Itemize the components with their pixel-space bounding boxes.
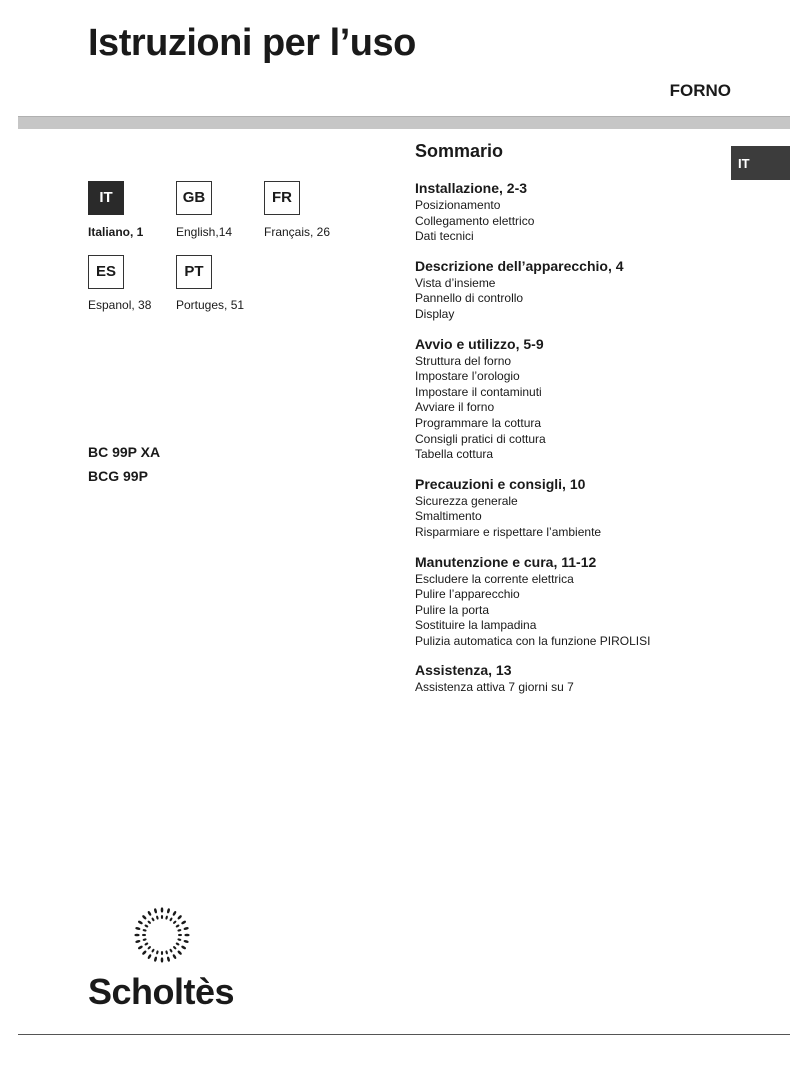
language-box-es[interactable]: ES	[88, 255, 124, 289]
sun-ray-dot	[172, 954, 177, 960]
sun-ray-dot	[165, 915, 168, 919]
toc-item[interactable]: Pulire la porta	[415, 602, 490, 617]
table-of-contents	[415, 140, 735, 708]
language-side-tab: IT	[731, 146, 790, 180]
sun-ray-dot	[177, 915, 183, 921]
sun-ray-dot	[144, 942, 149, 946]
sun-ray-dot	[167, 908, 171, 914]
product-category: FORNO	[669, 81, 731, 100]
sun-ray-dot	[142, 934, 146, 936]
toc-section-title[interactable]: Assistenza, 13	[415, 662, 512, 679]
sun-ray-dot	[142, 938, 146, 941]
language-label-it[interactable]: Italiano, 1	[88, 225, 144, 239]
toc-section-title[interactable]: Descrizione dell’apparecchio, 4	[415, 257, 624, 274]
sun-ray-dot	[181, 920, 187, 925]
model-name: BC 99P XA	[88, 444, 161, 460]
toc-section-title[interactable]: Manutenzione e cura, 11-12	[415, 553, 597, 570]
toc-item[interactable]: Tabella cottura	[415, 447, 494, 462]
sun-ray-dot	[169, 917, 173, 922]
toc-item[interactable]: Impostare l’orologio	[415, 369, 520, 384]
toc-section	[415, 335, 735, 463]
sun-ray-dot	[137, 945, 143, 950]
footer-divider	[18, 1034, 790, 1035]
model-name: BCG 99P	[88, 468, 148, 484]
sun-ray-dot	[161, 957, 164, 962]
sun-ray-dot	[173, 946, 177, 950]
sun-ray-dot	[169, 948, 173, 953]
language-label-es[interactable]: Espanol, 38	[88, 298, 152, 312]
sun-ray-dot	[147, 954, 152, 960]
sun-ray-dot	[172, 910, 177, 916]
toc-item[interactable]: Avviare il forno	[415, 400, 495, 415]
sun-ray-dot	[177, 950, 183, 956]
toc-item[interactable]: Impostare il contaminuti	[415, 384, 542, 399]
sun-ray-dot	[154, 956, 158, 962]
sun-ray-dot	[134, 934, 139, 937]
sun-ray-dot	[181, 945, 187, 950]
toc-item[interactable]: Dati tecnici	[415, 229, 474, 244]
sun-ray-dot	[178, 934, 182, 936]
toc-heading: Sommario	[415, 141, 504, 161]
toc-item[interactable]: Sicurezza generale	[415, 493, 518, 508]
sun-ray-dot	[177, 929, 181, 932]
sun-ray-dot	[165, 950, 168, 954]
sun-ray-dot	[183, 927, 189, 931]
sun-ray-dot	[156, 915, 159, 919]
brand-name: Scholtès	[88, 971, 235, 1012]
toc-item[interactable]: Risparmiare e rispettare l’ambiente	[415, 524, 602, 539]
toc-section-title[interactable]: Installazione, 2-3	[415, 180, 528, 196]
sun-ray-dot	[142, 929, 146, 932]
toc-item[interactable]: Posizionamento	[415, 198, 501, 212]
toc-section-title[interactable]: Avvio e utilizzo, 5-9	[415, 335, 544, 352]
sun-ray-dot	[184, 934, 189, 937]
toc-item[interactable]: Display	[415, 306, 455, 321]
sun-ray-dot	[144, 924, 149, 928]
toc-item[interactable]: Escludere la corrente elettrica	[415, 571, 574, 586]
sun-ray-dot	[156, 950, 159, 954]
toc-item[interactable]: Pannello di controllo	[415, 291, 524, 306]
sun-ray-dot	[161, 907, 164, 912]
sun-ray-dot	[154, 908, 158, 914]
toc-section	[415, 257, 735, 323]
toc-section	[415, 661, 735, 696]
sun-ray-dot	[142, 915, 148, 921]
toc-section	[415, 475, 735, 541]
language-box-fr[interactable]: FR	[264, 181, 300, 215]
sun-ray-dot	[147, 946, 151, 950]
sun-ray-dot	[175, 942, 180, 946]
toc-item[interactable]: Struttura del forno	[415, 353, 512, 368]
toc-item[interactable]: Pulire l’apparecchio	[415, 587, 520, 602]
toc-item[interactable]: Smaltimento	[415, 509, 482, 524]
language-label-pt[interactable]: Portuges, 51	[176, 298, 245, 312]
toc-item[interactable]: Consigli pratici di cottura	[415, 431, 546, 446]
sun-ray-dot	[173, 920, 177, 924]
sun-ray-dot	[135, 927, 141, 931]
language-box-pt[interactable]: PT	[176, 255, 212, 289]
sun-ray-dot	[135, 940, 141, 944]
sun-ray-dot	[167, 956, 171, 962]
toc-section	[415, 179, 735, 245]
sun-dots-icon	[132, 905, 192, 965]
toc-item[interactable]: Sostituire la lampadina	[415, 618, 537, 633]
sun-ray-dot	[161, 915, 163, 919]
toc-item[interactable]: Programmare la cottura	[415, 415, 542, 430]
toc-item[interactable]: Vista d’insieme	[415, 275, 496, 290]
toc-section-title[interactable]: Precauzioni e consigli, 10	[415, 475, 586, 492]
sun-ray-dot	[142, 950, 148, 956]
toc-item[interactable]: Collegamento elettrico	[415, 213, 535, 228]
page-title: Istruzioni per l’uso	[88, 22, 416, 64]
toc-section	[415, 553, 735, 650]
header-divider-bar	[18, 116, 790, 129]
language-box-gb[interactable]: GB	[176, 181, 212, 215]
toc-item[interactable]: Pulizia automatica con la funzione PIROLISI	[415, 633, 651, 648]
sun-ray-dot	[151, 948, 155, 953]
sun-ray-dot	[151, 917, 155, 922]
language-box-it[interactable]: IT	[88, 181, 124, 215]
language-label-gb[interactable]: English,14	[176, 225, 233, 239]
toc-item[interactable]: Assistenza attiva 7 giorni su 7	[415, 680, 574, 695]
sun-ray-dot	[147, 910, 152, 916]
sun-ray-dot	[137, 920, 143, 925]
sun-ray-dot	[147, 920, 151, 924]
sun-ray-dot	[183, 940, 189, 944]
sun-ray-dot	[177, 938, 181, 941]
sun-ray-dot	[175, 924, 180, 928]
sun-ray-dot	[161, 951, 163, 955]
language-label-fr[interactable]: Français, 26	[264, 225, 331, 239]
